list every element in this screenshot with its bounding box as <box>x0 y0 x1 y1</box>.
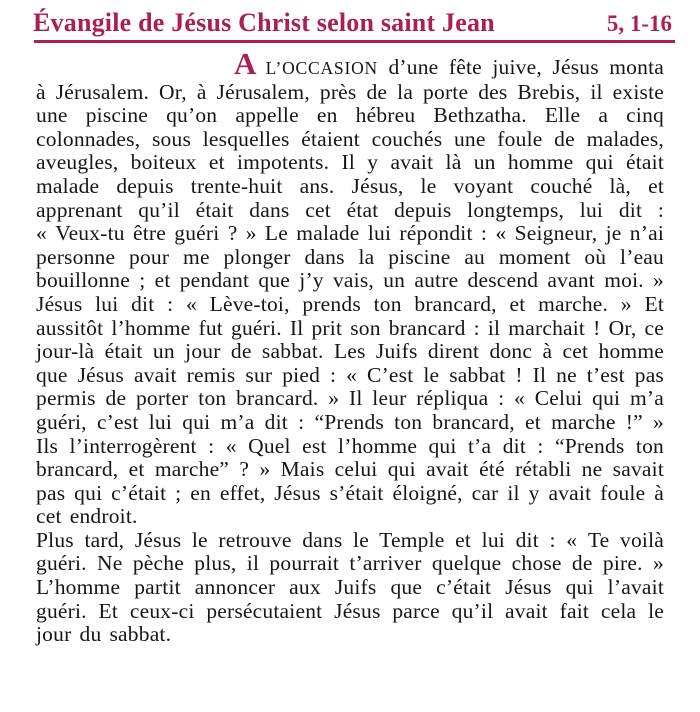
paragraph-2-text: Plus tard, Jésus le retrouve dans le Temple et lui dit : « Te voilà guéri. Ne pèche plus, il pourrait t’arriver quelque chose de pire. » L’homme partit annoncer aux Juifs que c’était Jésus qui l’avait guéri. Et ceux-ci persécutaient Jésus parce qu’il avait fait cela le jour du sabbat. <box>36 527 664 647</box>
paragraph-1-text: d’une fête juive, Jésus monta à Jérusalem. Or, à Jérusalem, près de la porte des Brebis, il existe une piscine qu’on appelle en hébreu Bethzatha. Elle a cinq colonnades, sous lesquelles étaient couchés une foule de malades, aveugles, boiteux et impotents. Il y avait là un homme qui était malade depuis trente-huit ans. Jésus, le voyant couché là, et apprenant qu’il était dans cet état depuis longtemps, lui dit : « Veux-tu être guéri ? » Le malade lui répondit : « Seigneur, je n’ai personne pour me plonger dans la piscine au moment où l’eau bouillonne ; et pendant que j’y vais, un autre descend avant moi. » Jésus lui dit : « Lève-toi, prends ton brancard, et marche. » Et aussitôt l’homme fut guéri. Il prit son brancard : il marchait ! Or, ce jour-là était un jour de sabbat. Les Juifs dirent donc à cet homme que Jésus avait remis sur pied : « C’est le sabbat ! Il ne t’est pas permis de porter ton brancard. » Il leur répliqua : « Celui qui m’a guéri, c’est lui qui m’a dit : “Prends ton brancard, et marche !” » Ils l’interrogèrent : « Quel est l’homme qui t’a dit : “Prends ton brancard, et marche” ? » Mais celui qui avait été rétabli ne savait pas qui c’était ; en effet, Jésus s’était éloigné, car il y avait foule à cet endroit. <box>36 55 664 529</box>
page-title: Évangile de Jésus Christ selon saint Jean <box>33 8 495 37</box>
paragraph-1 <box>36 46 664 529</box>
dropcap-initial: A <box>234 46 257 81</box>
header <box>0 0 700 38</box>
verse-reference: 5, 1-16 <box>606 11 672 36</box>
gospel-text <box>0 43 700 647</box>
paragraph-2 <box>36 529 664 647</box>
lead-smallcaps: L’OCCASION <box>265 58 378 78</box>
